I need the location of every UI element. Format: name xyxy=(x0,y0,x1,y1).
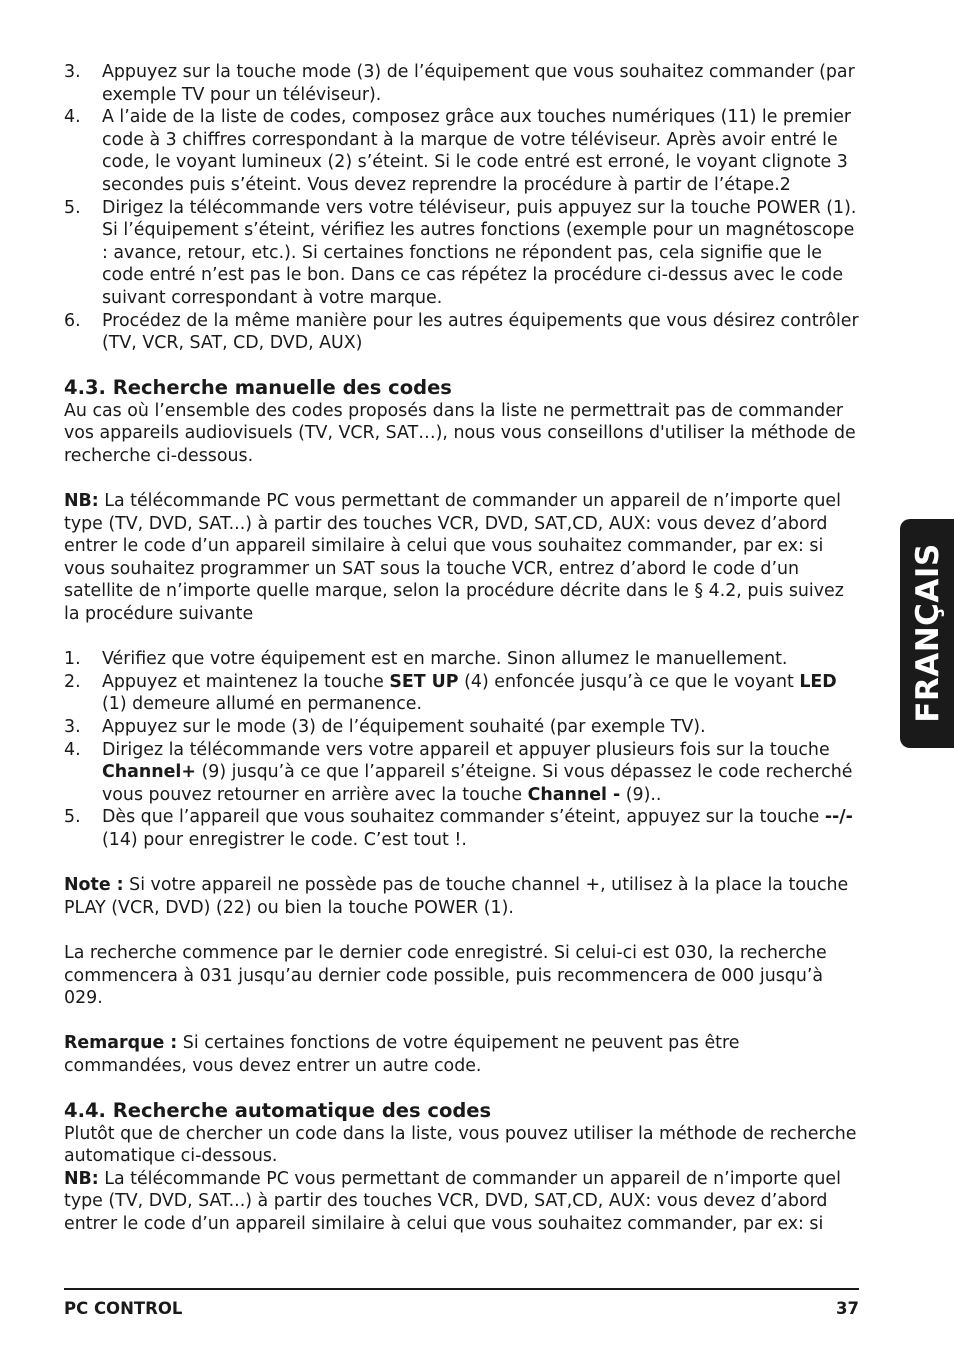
key-channel-minus: Channel - xyxy=(527,784,621,805)
nb-label: NB: xyxy=(64,491,99,512)
key-led: LED xyxy=(799,671,837,692)
list-number: 2. xyxy=(64,671,81,692)
footer-divider xyxy=(64,1288,859,1290)
nb-label: NB: xyxy=(64,1168,99,1189)
list-text: Dirigez la télécommande vers votre téléviseur, puis appuyez sur la touche POWER (1). Si l’équipement s’éteint, vérifiez les autres fonctions (exemple pour un magnétoscope : avance, retour, etc.). Si certaines fonctions ne répondent pas, cela signifie que le code entré n’est pas le bon. Dans ce cas répétez la procédure ci-dessus avec le code suivant correspondant à votre marque. xyxy=(102,197,857,308)
section-heading-4-4: 4.4. Recherche automatique des codes xyxy=(64,1098,492,1122)
list-text: Appuyez sur le mode (3) de l’équipement souhaité (par exemple TV). xyxy=(102,717,706,738)
list-number: 4. xyxy=(64,107,81,128)
nb-text: La télécommande PC vous permettant de commander un appareil de n’importe quel type (TV, DVD, SAT...) à partir des touches VCR, DVD, SAT,CD, AUX: vous devez d’abord entrer le code d’un appareil similaire à celui que vous souhaitez commander, par ex: si vous souhaitez programmer un SAT sous la touche VCR, entrez d’abord le code d’un satellite de n’importe quelle marque, selon la procédure décrite dans le § 4.2, puis suivez la procédure suivante xyxy=(64,491,844,625)
note-paragraph: Note : Si votre appareil ne possède pas de touche channel +, utilisez à la place la touche PLAY (VCR, DVD) (22) ou bien la touche POWER (1). xyxy=(64,875,849,918)
key-dash: --/- xyxy=(824,807,853,828)
list-item xyxy=(64,671,864,716)
list-item xyxy=(64,61,864,106)
language-tab-label: FRANÇAIS xyxy=(910,543,946,723)
section-intro: Au cas où l’ensemble des codes proposés dans la liste ne permettrait pas de commander vos appareils audiovisuels (TV, VCR, SAT…), nous vous conseillons d'utiliser la méthode de recherche ci-dessous. xyxy=(64,400,856,466)
remark-paragraph: Remarque : Si certaines fonctions de votre équipement ne peuvent pas être commandées, vous devez entrer un autre code. xyxy=(64,1033,740,1076)
search-paragraph: La recherche commence par le dernier code enregistré. Si celui-ci est 030, la recherche commencera à 031 jusqu’au dernier code possible, puis recommencera de 000 jusqu’à 029. xyxy=(64,942,827,1009)
list-item xyxy=(64,806,864,851)
list-item xyxy=(64,716,864,739)
list-text: Appuyez sur la touche mode (3) de l’équipement que vous souhaitez commander (par exemple TV pour un téléviseur). xyxy=(102,62,855,105)
nb-paragraph xyxy=(64,490,864,626)
list-number: 1. xyxy=(64,649,81,670)
list-number: 5. xyxy=(64,807,81,828)
page-number: 37 xyxy=(836,1299,859,1318)
list-number: 3. xyxy=(64,62,81,82)
list-text: A l’aide de la liste de codes, composez grâce aux touches numériques (11) le premier code à 3 chiffres correspondant à la marque de votre téléviseur. Après avoir entré le code, le voyant lumineux (2) s’éteint. Si le code entré est erroné, le voyant clignote 3 secondes puis s’éteint. Vous devez reprendre la procédure à partir de l’étape.2 xyxy=(102,107,852,195)
note-label: Note : xyxy=(64,875,124,896)
page-content xyxy=(64,61,864,1236)
list-text: Appuyez et maintenez la touche SET UP (4) enfoncée jusqu’à ce que le voyant LED (1) demeure allumé en permanence. xyxy=(102,671,837,715)
list-text: Dès que l’appareil que vous souhaitez commander s’éteint, appuyez sur la touche --/- (14) pour enregistrer le code. C’est tout !. xyxy=(102,807,853,850)
list-number: 5. xyxy=(64,197,81,218)
list-number: 3. xyxy=(64,717,81,738)
footer-product-name: PC CONTROL xyxy=(64,1299,183,1318)
remark-label: Remarque : xyxy=(64,1033,178,1054)
list-number: 6. xyxy=(64,310,81,331)
list-item xyxy=(64,739,864,807)
list-item xyxy=(64,106,864,196)
list-item xyxy=(64,197,864,310)
list-number: 4. xyxy=(64,739,81,760)
list-item xyxy=(64,310,864,355)
section-intro: Plutôt que de chercher un code dans la liste, vous pouvez utiliser la méthode de recherche automatique ci-dessous. xyxy=(64,1123,857,1167)
list-text: Vérifiez que votre équipement est en marche. Sinon allumez le manuellement. xyxy=(102,649,788,670)
section-heading-4-3: 4.3. Recherche manuelle des codes xyxy=(64,375,452,399)
key-setup: SET UP xyxy=(389,671,459,692)
key-channel-plus: Channel+ xyxy=(102,762,196,783)
nb-text: La télécommande PC vous permettant de commander un appareil de n’importe quel type (TV, DVD, SAT...) à partir des touches VCR, DVD, SAT,CD, AUX: vous devez d’abord entrer le code d’un appareil similaire à celui que vous souhaitez commander, par ex: si xyxy=(64,1168,841,1234)
nb-paragraph xyxy=(64,1168,864,1236)
list-item xyxy=(64,648,864,671)
list-text: Procédez de la même manière pour les autres équipements que vous désirez contrôler (TV, VCR, SAT, CD, DVD, AUX) xyxy=(102,310,859,354)
list-text: Dirigez la télécommande vers votre appareil et appuyer plusieurs fois sur la touche Channel+ (9) jusqu’à ce que l’appareil s’éteigne. Si vous dépassez le code recherché vous pouvez retourner en arrière avec la touche Channel - (9).. xyxy=(102,739,853,805)
